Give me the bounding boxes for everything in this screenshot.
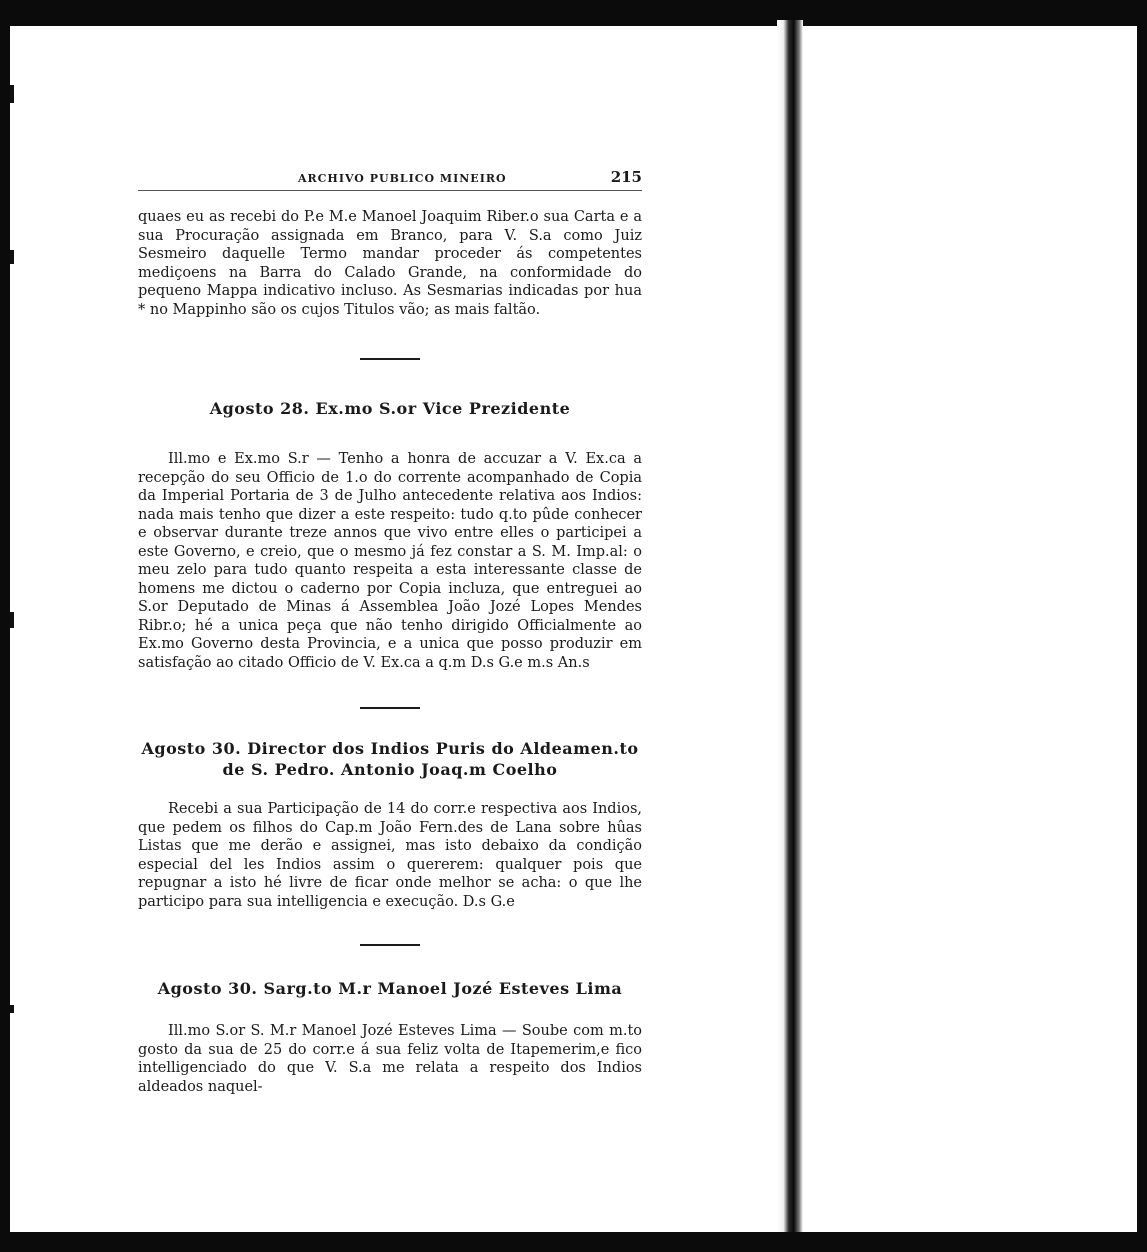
edge-mark xyxy=(10,612,14,628)
section-separator xyxy=(360,944,420,946)
section-separator xyxy=(360,707,420,709)
intro-paragraph: quaes eu as recebi do P.e M.e Manoel Joaquim Riber.o sua Carta e a sua Procuração assignada em Branco, para V. S.a como Juiz Sesmeiro daquelle Termo mandar proceder ás competentes mediçoens na Barra do Calado Grande, na conformidade do pequeno Mappa indicativo incluso. As Sesmarias indicadas por hua * no Mappinho são os cujos Titulos vão; as mais faltão. xyxy=(138,209,642,318)
scan-border-bottom xyxy=(0,1232,1147,1252)
letter-text: Ill.mo S.or S. M.r Manoel Jozé Esteves Lima — Soube com m.to gosto da sua de 25 do corr.e á sua feliz volta de Itapemerim,e fico intelligenciado do que V. S.a me relata a respeito dos Indios aldeados naquel- xyxy=(138,1023,642,1095)
page-number: 215 xyxy=(610,168,642,186)
scan-border-left xyxy=(0,0,10,1252)
letter-heading: Agosto 28. Ex.mo S.or Vice Prezidente xyxy=(209,399,571,418)
scan-border-right xyxy=(1137,0,1147,1252)
edge-mark xyxy=(10,250,14,264)
running-title: ARCHIVO PUBLICO MINEIRO xyxy=(298,172,507,185)
blank-facing-page xyxy=(803,26,1137,1232)
section-separator xyxy=(360,358,420,360)
edge-mark xyxy=(10,1005,14,1013)
header-rule xyxy=(138,190,642,191)
letter-text: Ill.mo e Ex.mo S.r — Tenho a honra de accuzar a V. Ex.ca a recepção do seu Officio de 1.o do corrente acompanhado de Copia da Imperial Portaria de 3 de Julho antecedente relativa aos Indios: nada mais tenho que dizer a este respeito: tudo q.to pûde conhecer e observar durante treze annos que vivo entre elles o participei a este Governo, e creio, que o mesmo já fez constar a S. M. Imp.al: o meu zelo para tudo quanto respeita a esta interessante classe de homens me dictou o caderno por Copia incluza, que entreguei ao S.or Deputado de Minas á Assemblea João Jozé Lopes Mendes Ribr.o; hé a unica peça que não tenho dirigido Officialmente ao Ex.mo Governo desta Provincia, e a unica que posso produzir em satisfação ao citado Officio de V. Ex.ca a q.m D.s G.e m.s An.s xyxy=(138,451,642,671)
scan-border-top xyxy=(0,0,1147,26)
running-head xyxy=(138,168,642,190)
edge-mark xyxy=(10,85,14,103)
letter-heading: Agosto 30. Director dos Indios Puris do Aldeamen.to de S. Pedro. Antonio Joaq.m Coelho xyxy=(141,739,639,779)
letter-text: Recebi a sua Participação de 14 do corr.e respectiva aos Indios, que pedem os filhos do Cap.m João Fern.des de Lana sobre hûas Listas que me derão e assignei, mas isto debaixo da condição especial del les Indios assim o quererem: qualquer pois que repugnar a isto hé livre de ficar onde melhor se acha: o que lhe participo para sua intelligencia e execução. D.s G.e xyxy=(138,801,642,910)
book-gutter xyxy=(777,20,803,1232)
letter-heading: Agosto 30. Sarg.to M.r Manoel Jozé Esteves Lima xyxy=(157,979,623,998)
